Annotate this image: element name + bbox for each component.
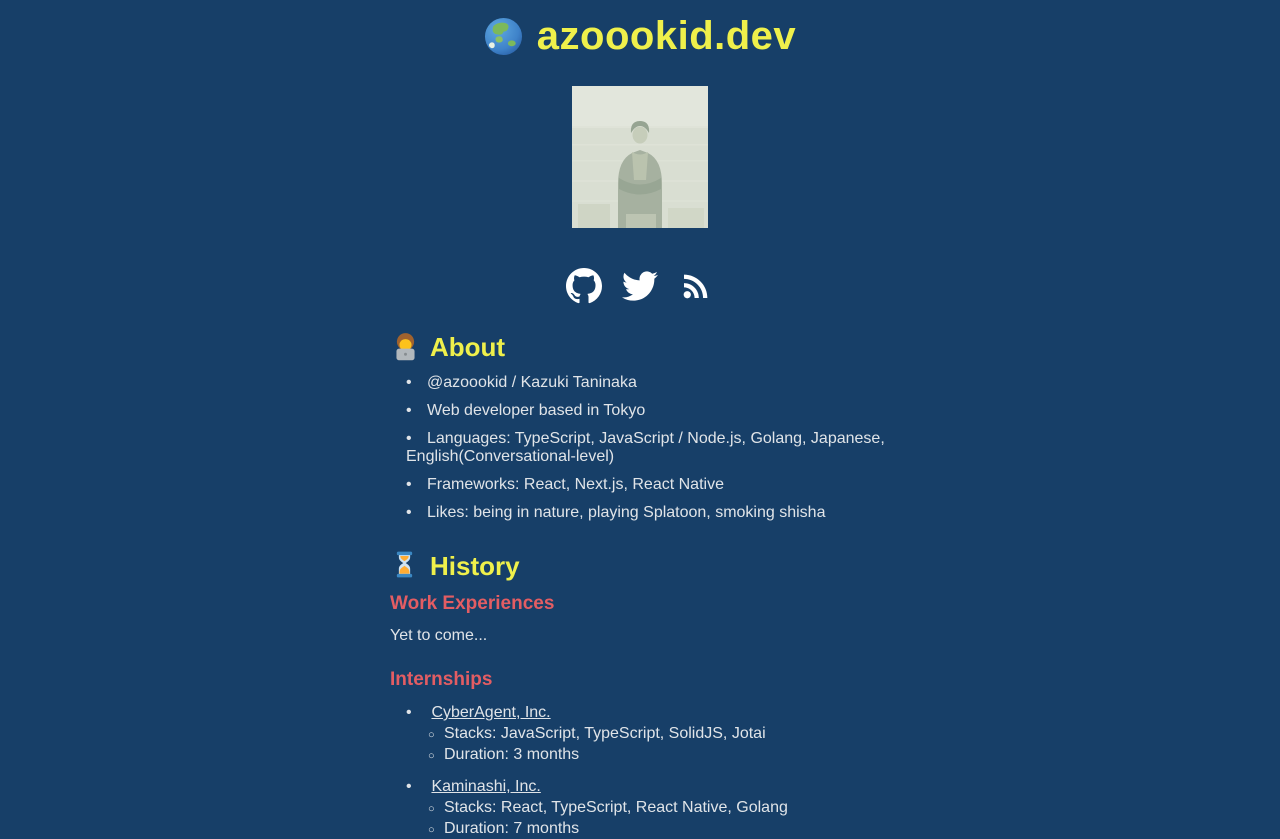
about-item: • Languages: TypeScript, JavaScript / Node.js, Golang, Japanese, English(Conversational-level) <box>406 430 890 466</box>
internship-detail: ○ Duration: 3 months <box>428 746 890 765</box>
internships-list <box>390 704 890 839</box>
internship-detail: ○ Stacks: JavaScript, TypeScript, SolidJS, Jotai <box>428 725 890 744</box>
internship-detail: ○ Stacks: React, TypeScript, React Native, Golang <box>428 799 890 818</box>
work-experiences-heading: Work Experiences <box>390 593 555 614</box>
site-header <box>0 0 1280 59</box>
internship-item <box>406 704 890 765</box>
history-heading-label: History <box>430 550 520 581</box>
history-heading <box>390 550 890 581</box>
rss-icon[interactable] <box>678 267 715 304</box>
about-item: • Web developer based in Tokyo <box>406 402 890 420</box>
about-heading <box>390 331 890 362</box>
site-title: azoookid.dev <box>536 14 797 58</box>
main-content <box>390 331 890 839</box>
internship-details <box>406 725 890 765</box>
internships-heading: Internships <box>390 669 493 690</box>
company-link-kaminashi[interactable]: Kaminashi, Inc. <box>431 778 541 795</box>
social-links <box>0 267 1280 304</box>
about-item: • Frameworks: React, Next.js, React Native <box>406 476 890 494</box>
globe-asia-icon <box>484 17 523 56</box>
about-item: • @azoookid / Kazuki Taninaka <box>406 374 890 392</box>
profile-photo <box>572 86 708 228</box>
technologist-emoji-icon <box>390 331 421 362</box>
about-heading-label: About <box>430 331 506 362</box>
internship-detail: ○ Duration: 7 months <box>428 820 890 839</box>
twitter-icon[interactable] <box>622 267 659 304</box>
company-link-cyberagent[interactable]: CyberAgent, Inc. <box>431 704 551 721</box>
github-icon[interactable] <box>566 267 603 304</box>
hourglass-emoji-icon <box>390 550 421 581</box>
internship-item <box>406 778 890 839</box>
about-list <box>390 374 890 522</box>
internship-details <box>406 799 890 839</box>
work-experiences-text: Yet to come... <box>390 627 488 644</box>
about-item: • Likes: being in nature, playing Splatoon, smoking shisha <box>406 504 890 522</box>
